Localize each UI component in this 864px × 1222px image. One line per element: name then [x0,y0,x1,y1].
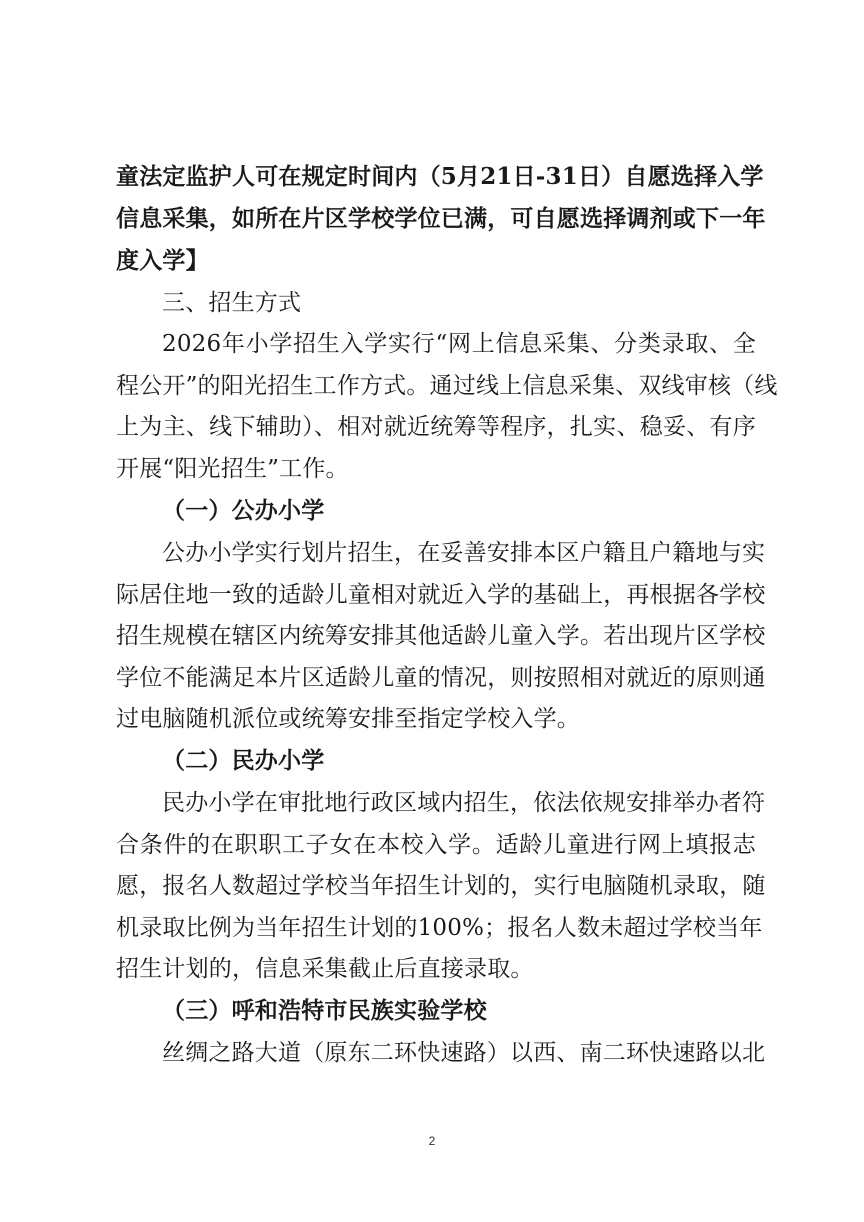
body-text-line: 开展“阳光招生”工作。 [116,456,349,482]
paragraph-first-line: 民办小学在审批地行政区域内招生，依法依规安排举办者符 [162,790,766,816]
body-text-line: 机录取比例为当年招生计划的100%；报名人数未超过学校当年 [116,915,763,941]
body-text-line: 学位不能满足本片区适龄儿童的情况，则按照相对就近的原则通 [116,665,766,691]
body-text-line: 过电脑随机派位或统筹安排至指定学校入学。 [116,706,580,732]
body-text-line: 合条件的在职职工子女在本校入学。适龄儿童进行网上填报志 [116,832,756,858]
body-text-line: 招生计划的，信息采集截止后直接录取。 [116,956,534,982]
paragraph-first-line: 2026年小学招生入学实行“网上信息采集、分类录取、全 [162,331,756,357]
body-text-line: 程公开”的阳光招生工作方式。通过线上信息采集、双线审核（线 [116,373,778,399]
body-text-line: 童法定监护人可在规定时间内（5月21日-31日）自愿选择入学 [116,163,764,190]
body-text-line: 际居住地一致的适龄儿童相对就近入学的基础上，再根据各学校 [116,582,766,608]
body-text-line: 上为主、线下辅助）、相对就近统筹等程序，扎实、稳妥、有序 [116,414,756,440]
section-heading: 三、招生方式 [162,290,302,316]
body-text-line: 度入学】 [116,247,209,274]
subsection-heading: （一）公办小学 [162,497,325,524]
subsection-heading: （三）呼和浩特市民族实验学校 [162,997,487,1024]
body-text-line: 愿，报名人数超过学校当年招生计划的，实行电脑随机录取，随 [116,873,766,899]
page-number: 2 [428,1134,436,1148]
subsection-heading: （二）民办小学 [162,747,325,774]
paragraph-first-line: 公办小学实行划片招生，在妥善安排本区户籍且户籍地与实 [162,540,766,566]
body-text-line: 信息采集，如所在片区学校学位已满，可自愿选择调剂或下一年 [116,205,766,232]
body-text-line: 招生规模在辖区内统筹安排其他适龄儿童入学。若出现片区学校 [116,623,766,649]
paragraph-first-line: 丝绸之路大道（原东二环快速路）以西、南二环快速路以北 [162,1040,766,1066]
